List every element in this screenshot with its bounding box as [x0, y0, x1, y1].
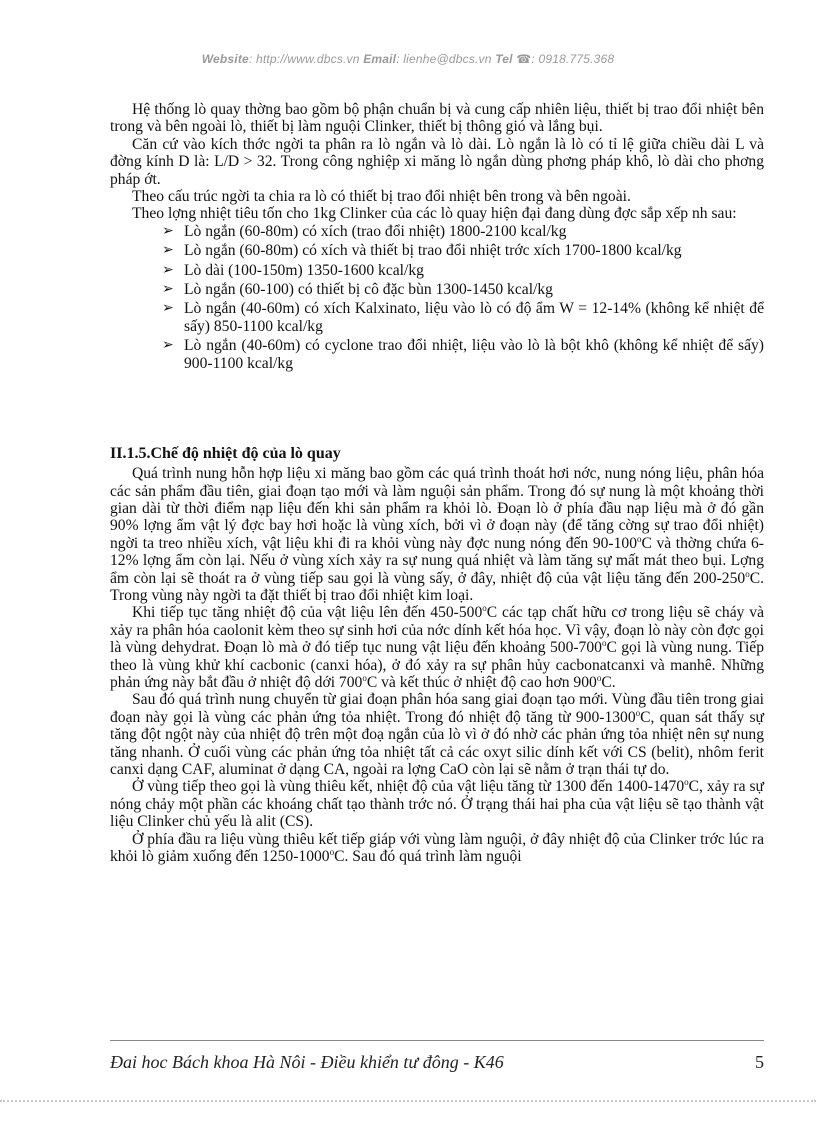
body-paragraph-2: Khi tiếp tục tăng nhiệt độ của vật liệu lên đến 450-500$^o$C các tạp chất hữu cơ trong liệu sẽ cháy và xảy ra phân hóa caolonit kèm theo sự sinh hơi của nớc dính kết hóa học. Vì vậy, đoạn lò này còn đợc gọi là vùng dehydrat. Đoạn lò mà ở đó tiếp tục nung vật liệu đến khoảng 500-700$^o$C gọi là vùng nung. Tiếp theo là vùng khử khí cacbonic (canxi hóa), ở đó xảy ra sự phân hủy cacbonatcanxi và manhê. Những phản ứng này bắt đầu ở nhiệt độ dới 700$^o$C và kết thúc ở nhiệt độ cao hơn 900$^o$C. [110, 603, 764, 691]
footer-divider [110, 1040, 764, 1041]
bottom-dotted-border [0, 1100, 816, 1104]
body-paragraph-5: Ở phía đầu ra liệu vùng thiêu kết tiếp giáp với vùng làm nguội, ở đây nhiệt độ của Clinker trớc lúc ra khỏi lò giảm xuống đến 1250-1000$^o$C. Sau đó quá trình làm nguội [110, 830, 764, 866]
website-value: : http://www.dbcs.vn [248, 52, 360, 66]
list-item: ➢ Lò ngắn (40-60m) có xích Kalxinato, liệu vào lò có độ ẩm W = 12-14% (không kể nhiệt để sấy) 850-1100 kcal/kg [162, 300, 764, 335]
list-item: ➢ Lò ngắn (40-60m) có cyclone trao đổi nhiệt, liệu vào lò là bột khô (không kể nhiệt để sấy) 900-1100 kcal/kg [162, 337, 764, 372]
list-item: ➢ Lò ngắn (60-80m) có xích (trao đổi nhiệt) 1800-2100 kcal/kg [162, 222, 567, 240]
page-content [110, 101, 764, 865]
footer-text: Đai hoc Bách khoa Hà Nôi - Điều khiển tư đông - K46 [110, 1052, 504, 1072]
tel-value: : 0918.775.368 [531, 52, 615, 66]
arrow-bullet-icon: ➢ [162, 281, 174, 298]
list-item: ➢ Lò dài (100-150m) 1350-1600 kcal/kg [162, 261, 424, 279]
arrow-bullet-icon: ➢ [162, 222, 174, 239]
section-heading: II.1.5.Chế độ nhiệt độ của lò quay [110, 445, 341, 463]
arrow-bullet-icon: ➢ [162, 300, 174, 317]
page-header [0, 52, 816, 66]
arrow-bullet-icon: ➢ [162, 261, 174, 278]
phone-icon: ☎ [516, 52, 532, 66]
email-value: : lienhe@dbcs.vn [396, 52, 492, 66]
body-paragraph-3: Sau đó quá trình nung chuyển từ giai đoạn phân hóa sang giai đoạn tạo mới. Vùng đầu tiên trong giai đoạn này gọi là vùng các phản ứng tỏa nhiệt. Trong đó nhiệt độ tăng từ 900-1300$^o$C, quan sát thấy sự tăng đột ngột này của nhiệt độ trên một đoạ ngắn của lò vì ở đó nhờ các phản ứng tỏa nhiệt nên sự nung tăng nhanh. Ở cuối vùng các phản ứng tỏa nhiệt tất cả các oxyt silic dính kết với CS (belit), nhôm ferit canxi dạng CAF, aluminat ở dạng CA, ngoài ra lợng CaO còn lại sẽ nằm ở trạn thái tự do. [110, 691, 764, 778]
intro-paragraph-2: Căn cứ vào kích thớc ngời ta phân ra lò ngắn và lò dài. Lò ngắn là lò có tỉ lệ giữa chiều dài L và đờng kính D là: L/D > 32. Trong công nghiệp xi măng lò ngắn dùng phơng pháp khô, lò dài cho phơng pháp ớt. [110, 135, 764, 188]
arrow-bullet-icon: ➢ [162, 337, 174, 354]
intro-paragraph-3: Theo cấu trúc ngời ta chia ra lò có thiết bị trao đổi nhiệt bên trong và bên ngoài. [132, 188, 631, 206]
list-item: ➢ Lò ngắn (60-100) có thiết bị cô đặc bùn 1300-1450 kcal/kg [162, 281, 553, 299]
intro-paragraph-1: Hệ thống lò quay thờng bao gồm bộ phận chuẩn bị và cung cấp nhiên liệu, thiết bị trao đổi nhiệt bên trong và bên ngoài lò, thiết bị làm nguội Clinker, thiết bị thông gió và lắng bụi. [110, 101, 764, 136]
tel-label: Tel [495, 52, 513, 66]
list-item: ➢ Lò ngắn (60-80m) có xích và thiết bị trao đổi nhiệt trớc xích 1700-1800 kcal/kg [162, 242, 682, 260]
email-label: Email [363, 52, 397, 66]
website-label: Website [201, 52, 249, 66]
arrow-bullet-icon: ➢ [162, 242, 174, 259]
kiln-energy-list [110, 223, 764, 372]
body-paragraph-1: Quá trình nung hỗn hợp liệu xi măng bao gồm các quá trình thoát hơi nớc, nung nóng liệu, phân hóa các sản phẩm đầu tiên, giai đoạn tạo mới và làm nguội sản phẩm. Trong đó sự nung là một khoảng thời gian dài từ thời điểm nạp liệu đến khi sản phẩm ra khỏi lò. Đoạn lò ở phía đầu nạp liệu mà ở đó gần 90% lợng ẩm vật lý đợc bay hơi hoặc là vùng xích, bởi vì ở đoạn này (để tăng cờng sự trao đổi nhiệt) ngời ta treo nhiều xích, vật liệu khi đi ra khỏi vùng này đợc nung nóng đến 90-100$^o$C và thờng chứa 6-12% lợng ẩm còn lại. Nếu ở vùng xích xảy ra sự nung quá nhiệt và làm tăng sự mất mát theo bụi. Lợng ẩm còn lại sẽ thoát ra ở vùng tiếp sau gọi là vùng sấy, ở đây, nhiệt độ của vật liệu tăng đến 200-250$^o$C. Trong vùng này ngời ta đặt thiết bị trao đổi nhiệt kim loại. [110, 465, 764, 604]
page-footer [110, 1052, 764, 1073]
page-number: 5 [755, 1052, 764, 1072]
body-paragraph-4: Ở vùng tiếp theo gọi là vùng thiêu kết, nhiệt độ của vật liệu tăng từ 1300 đến 1400-1470$^o$C, xảy ra sự nóng chảy một phần các khoáng chất tạo thành trớc nó. Ở trạng thái hai pha của vật liệu sẽ tạo thành vật liệu Clinker chủ yếu là alit (CS). [110, 777, 764, 831]
intro-paragraph-4: Theo lợng nhiệt tiêu tốn cho 1kg Clinker của các lò quay hiện đại đang dùng đợc sắp xếp nh sau: [132, 205, 737, 223]
